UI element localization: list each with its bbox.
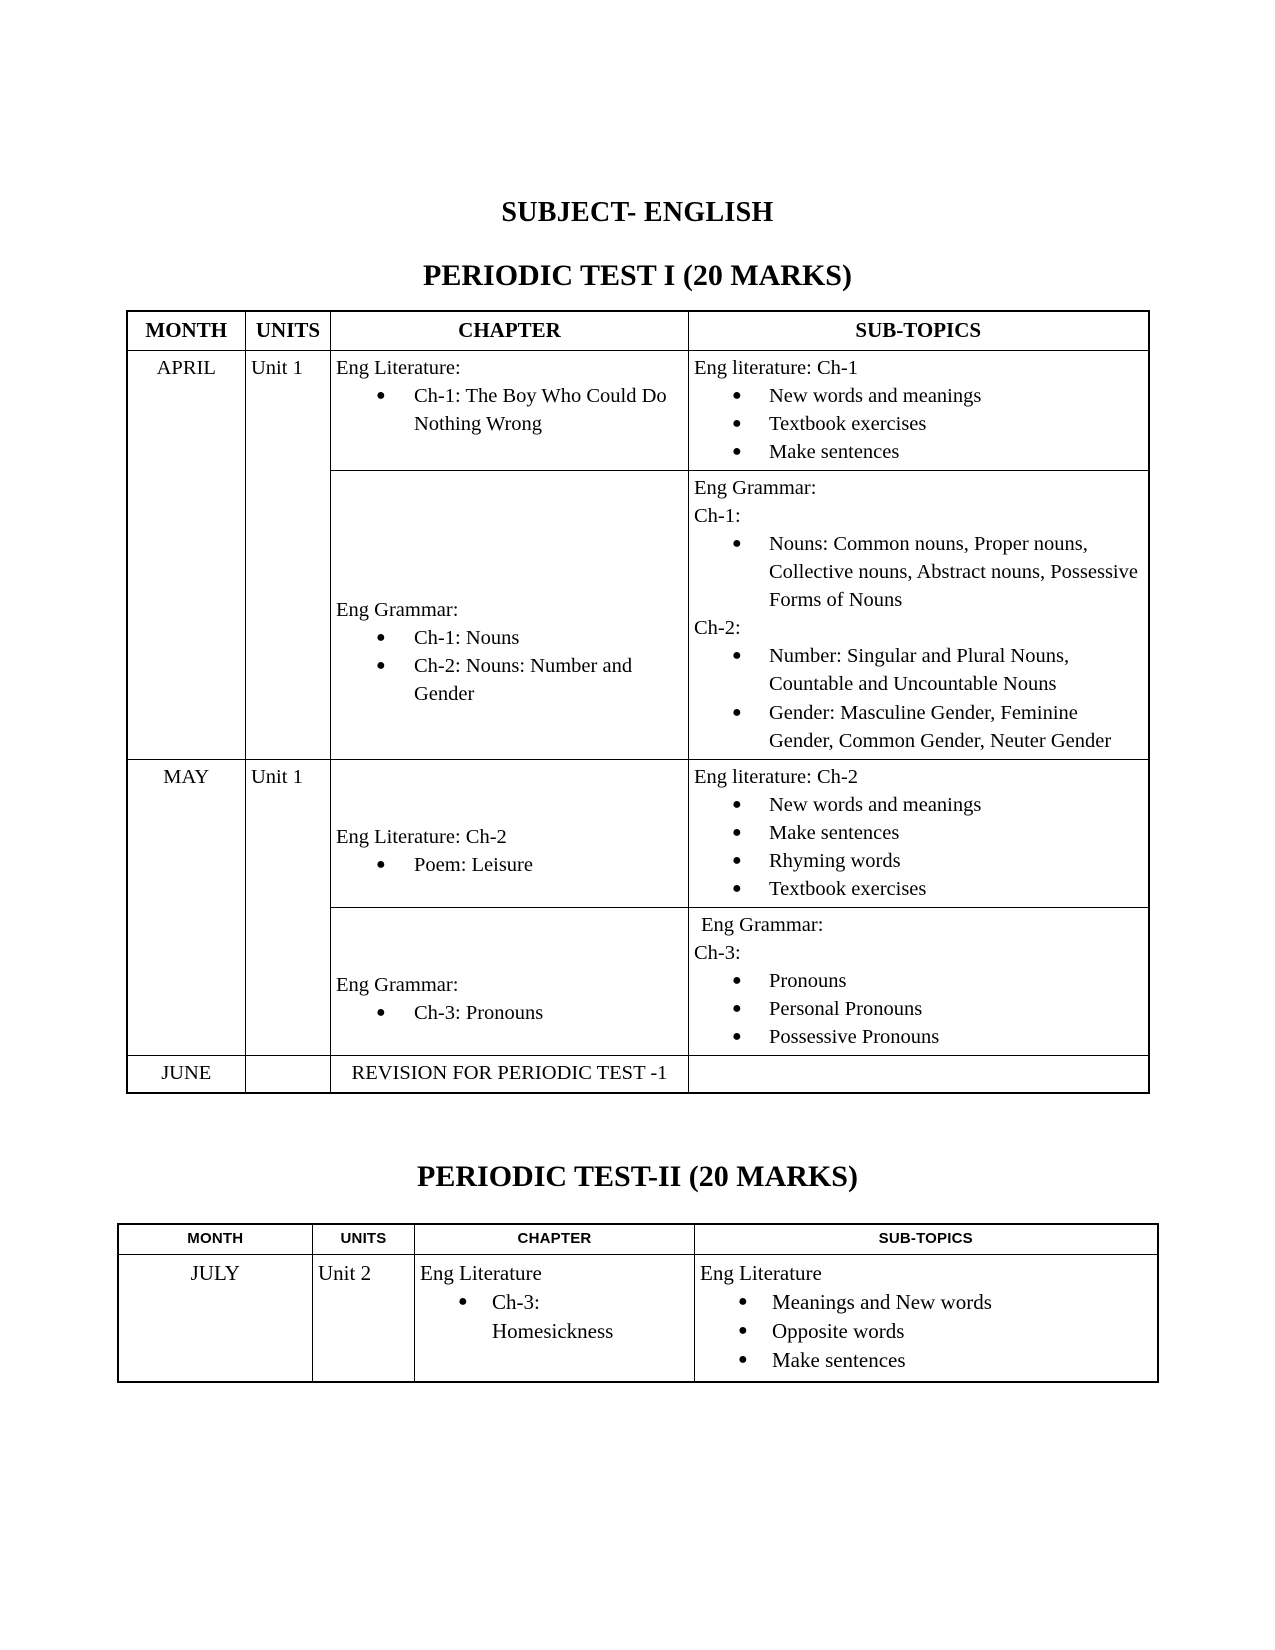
bullet-icon: ● (738, 1350, 748, 1368)
list-item (694, 530, 1143, 614)
table-row (127, 1056, 1149, 1093)
subtopics-heading: Eng literature: Ch-2 (694, 765, 858, 788)
bullet-icon: ● (732, 703, 742, 721)
subtopics-bullet-list (694, 967, 1143, 1051)
month-cell-june: JUNE (127, 1056, 246, 1093)
chapter-bullet-list (336, 851, 683, 879)
column-header-month: MONTH (118, 1224, 313, 1255)
section-title-periodic-test-2: PERIODIC TEST-II (20 MARKS) (417, 1159, 858, 1193)
subtopics-heading: Eng Literature (700, 1261, 822, 1286)
units-cell-may: Unit 1 (246, 759, 331, 1056)
list-item (700, 1346, 1152, 1375)
chapter-cell-april-literature (331, 350, 689, 470)
list-item (700, 1288, 1152, 1317)
subtopics-bullet-list (700, 1288, 1152, 1375)
list-item-label: Ch-3: Pronouns (414, 1002, 544, 1025)
subtopics-cell-june (689, 1056, 1149, 1093)
subtopics-cell-april-grammar (689, 470, 1149, 759)
list-item-label: Gender: Masculine Gender, Feminine Gender, Common Gender, Neuter Gender (769, 701, 1112, 752)
chapter-heading: Eng Literature: (336, 356, 461, 379)
subtopics-chapter-label-ch3: Ch-3: (694, 942, 741, 965)
list-item (694, 1023, 1143, 1051)
subtopics-chapter-label-ch1: Ch-1: (694, 504, 741, 527)
chapter-bullet-list (336, 624, 683, 708)
bullet-icon: ● (732, 535, 742, 553)
list-item (336, 624, 683, 652)
section-title-periodic-test-1: PERIODIC TEST I (20 MARKS) (423, 258, 852, 292)
chapter-heading: Eng Grammar: (336, 598, 459, 621)
subtopics-cell-may-literature (689, 759, 1149, 907)
column-header-units: UNITS (246, 311, 331, 350)
bullet-icon: ● (376, 855, 386, 873)
chapter-cell-april-grammar (331, 470, 689, 759)
bullet-icon: ● (732, 972, 742, 990)
list-item-label: Number: Singular and Plural Nouns, Countable and Uncountable Nouns (769, 645, 1070, 696)
list-item (336, 382, 683, 438)
list-item (336, 999, 683, 1027)
list-item-label: Ch-2: Nouns: Number and Gender (414, 655, 633, 706)
bullet-icon: ● (732, 442, 742, 460)
month-cell-may: MAY (127, 759, 246, 1056)
list-item (694, 995, 1143, 1023)
list-item-label: Personal Pronouns (769, 998, 923, 1021)
chapter-bullet-list (336, 382, 683, 438)
list-item-label: Ch-1: Nouns (414, 626, 520, 649)
month-cell-july: JULY (118, 1255, 313, 1382)
units-cell-july: Unit 2 (313, 1255, 415, 1382)
chapter-bullet-list (336, 999, 683, 1027)
bullet-icon: ● (732, 1000, 742, 1018)
list-item (420, 1288, 689, 1317)
column-header-subtopics: SUB-TOPICS (695, 1224, 1158, 1255)
bullet-icon: ● (376, 657, 386, 675)
list-item (694, 847, 1143, 875)
list-item (694, 967, 1143, 995)
chapter-heading: Eng Literature: Ch-2 (336, 825, 507, 848)
table-row (127, 350, 1149, 470)
table-row (118, 1255, 1158, 1382)
list-item (700, 1317, 1152, 1346)
list-item (336, 652, 683, 708)
bullet-icon: ● (732, 386, 742, 404)
bullet-icon: ● (732, 414, 742, 432)
bullet-icon: ● (732, 647, 742, 665)
table-row (127, 759, 1149, 907)
list-item (694, 642, 1143, 698)
table-header-row (118, 1224, 1158, 1255)
list-item (694, 699, 1143, 755)
bullet-icon: ● (376, 1004, 386, 1022)
bullet-icon: ● (732, 851, 742, 869)
chapter-heading: Eng Grammar: (336, 974, 459, 997)
column-header-units: UNITS (313, 1224, 415, 1255)
chapter-heading: Eng Literature (420, 1261, 542, 1286)
list-item-label: Make sentences (772, 1347, 906, 1372)
subtopics-bullet-list-ch1 (694, 530, 1143, 614)
list-item (694, 791, 1143, 819)
chapter-cell-july (415, 1255, 695, 1382)
table-header-row (127, 311, 1149, 350)
bullet-icon: ● (458, 1293, 468, 1311)
bullet-icon: ● (732, 1028, 742, 1046)
chapter-cell-june-revision: REVISION FOR PERIODIC TEST -1 (331, 1056, 689, 1093)
list-item-label: Meanings and New words (772, 1290, 992, 1315)
list-item-label: Poem: Leisure (414, 853, 533, 876)
month-cell-april: APRIL (127, 350, 246, 759)
subtopics-heading: Eng Grammar: (694, 476, 817, 499)
chapter-bullet-list (420, 1288, 689, 1317)
column-header-month: MONTH (127, 311, 246, 350)
subtopics-heading: Eng literature: Ch-1 (694, 356, 858, 379)
bullet-icon: ● (376, 386, 386, 404)
units-cell-april: Unit 1 (246, 350, 331, 759)
list-item (694, 819, 1143, 847)
page-title: SUBJECT- ENGLISH (501, 197, 774, 228)
column-header-chapter: CHAPTER (331, 311, 689, 350)
subtopics-heading: Eng Grammar: (701, 914, 824, 937)
list-item-label: Rhyming words (769, 849, 901, 872)
subtopics-cell-july (695, 1255, 1158, 1382)
column-header-chapter: CHAPTER (415, 1224, 695, 1255)
subtopics-bullet-list-ch2 (694, 642, 1143, 754)
list-item-label: Nouns: Common nouns, Proper nouns, Collective nouns, Abstract nouns, Possessive Forms of Nouns (769, 533, 1138, 612)
chapter-cell-may-literature (331, 759, 689, 907)
list-item-label: Make sentences (769, 821, 900, 844)
list-item-label: Textbook exercises (769, 412, 927, 435)
list-item (694, 438, 1143, 466)
periodic-test-2-table (117, 1223, 1159, 1383)
subtopics-bullet-list (694, 382, 1143, 466)
list-item-label: New words and meanings (769, 384, 982, 407)
list-item (694, 875, 1143, 903)
bullet-icon: ● (732, 879, 742, 897)
bullet-icon: ● (376, 628, 386, 646)
bullet-icon: ● (732, 823, 742, 841)
bullet-icon: ● (732, 795, 742, 813)
list-item (694, 410, 1143, 438)
subtopics-bullet-list (694, 791, 1143, 903)
bullet-icon: ● (738, 1293, 748, 1311)
chapter-subline: Homesickness (492, 1319, 614, 1343)
subtopics-cell-may-grammar (689, 908, 1149, 1056)
chapter-cell-may-grammar (331, 908, 689, 1056)
list-item (336, 851, 683, 879)
list-item-label: Textbook exercises (769, 877, 927, 900)
list-item-label: New words and meanings (769, 793, 982, 816)
bullet-icon: ● (738, 1322, 748, 1339)
list-item-label: Possessive Pronouns (769, 1026, 940, 1049)
subtopics-chapter-label-ch2: Ch-2: (694, 617, 741, 640)
periodic-test-1-table (126, 310, 1150, 1094)
list-item-label: Make sentences (769, 440, 900, 463)
list-item-label: Ch-1: The Boy Who Could Do Nothing Wrong (414, 384, 667, 435)
column-header-subtopics: SUB-TOPICS (689, 311, 1149, 350)
list-item (694, 382, 1143, 410)
subtopics-cell-april-literature (689, 350, 1149, 470)
list-item-label: Pronouns (769, 970, 847, 993)
list-item-label: Opposite words (772, 1319, 905, 1343)
list-item-label: Ch-3: (492, 1290, 540, 1315)
units-cell-june (246, 1056, 331, 1093)
